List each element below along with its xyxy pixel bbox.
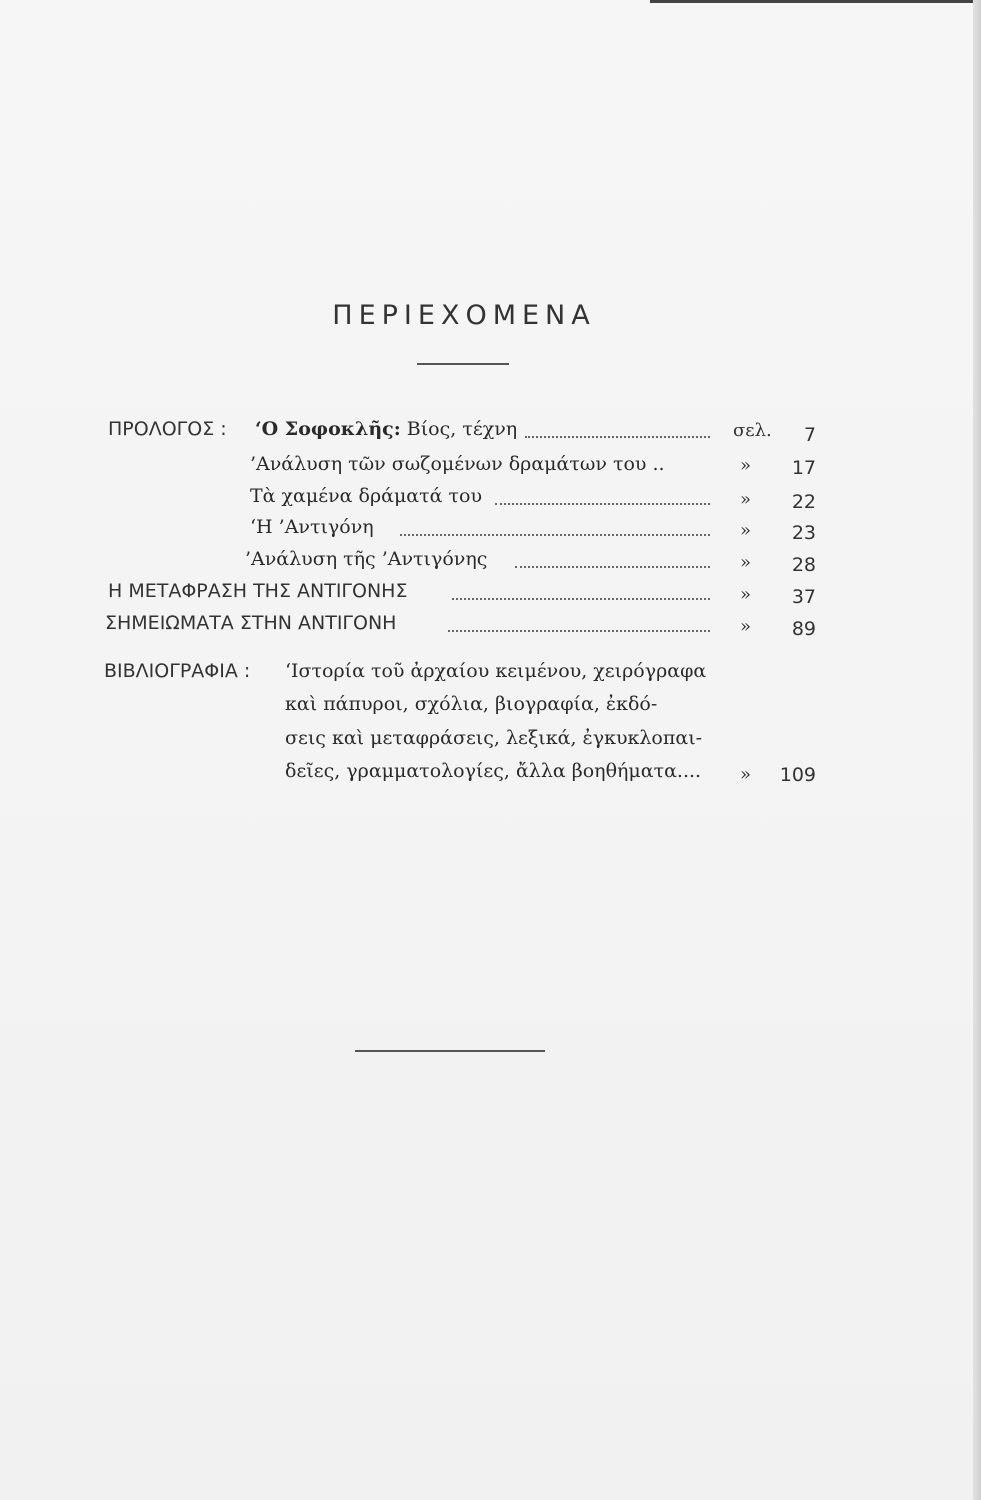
page-number: 7 — [803, 424, 816, 446]
dot-leader — [495, 501, 710, 505]
dot-leader — [452, 596, 710, 600]
page-marker: » — [740, 520, 752, 541]
page-number: 89 — [791, 618, 816, 640]
toc-row-prologue-5 — [0, 548, 981, 582]
toc-entry-title: ’Ανάλυση τῶν σωζομένων δραμάτων του .. — [250, 453, 665, 475]
toc-row-prologue-1 — [0, 418, 981, 452]
toc-entry-rest: Βίος, τέχνη — [406, 418, 518, 440]
toc-entry-title: ‘Η ’Αντιγόνη — [250, 516, 374, 538]
page-right-edge — [973, 0, 981, 1500]
toc-row-prologue-3 — [0, 485, 981, 519]
page-title: ΠΕΡΙΕΧΟΜΕΝΑ — [332, 300, 596, 331]
toc-entry-bold: ‘Ο Σοφοκλῆς: — [255, 418, 401, 440]
page-top-edge — [650, 0, 981, 3]
bibliography-line-3: σεις καὶ μεταφράσεις, λεξικά, ἐγκυκλοπαι- — [285, 727, 703, 749]
bibliography-line-2: καὶ πάπυροι, σχόλια, βιογραφία, ἐκδό- — [285, 693, 658, 715]
page-marker: » — [740, 584, 752, 605]
page-marker: » — [740, 455, 752, 476]
toc-section-title: ΣΗΜΕΙΩΜΑΤΑ ΣΤΗΝ ΑΝΤΙΓΟΝΗ — [105, 612, 397, 634]
page-marker: » — [740, 764, 752, 785]
page-marker: » — [740, 616, 752, 637]
dot-leader — [400, 532, 710, 536]
toc-entry-title: Τὰ χαμένα δράματά του — [250, 485, 482, 507]
page-number: 22 — [791, 491, 816, 513]
prologue-label: ΠΡΟΛΟΓΟΣ : — [108, 418, 227, 440]
page-number: 17 — [791, 457, 816, 479]
bibliography-line-4: δεῖες, γραμματολογίες, ἄλλα βοηθήματα.... — [285, 760, 702, 782]
toc-entry-title — [255, 418, 517, 440]
page-marker: σελ. — [733, 420, 772, 441]
bibliography-label: ΒΙΒΛΙΟΓΡΑΦΙΑ : — [104, 660, 251, 682]
toc-row-prologue-4 — [0, 516, 981, 550]
toc-row-notes — [0, 612, 981, 646]
page-number: 23 — [791, 522, 816, 544]
dot-leader — [515, 564, 710, 568]
page-number: 28 — [791, 554, 816, 576]
bibliography-line-1: ‘Ιστορία τοῦ ἀρχαίου κειμένου, χειρόγραφα — [285, 660, 707, 682]
dot-leader — [448, 628, 710, 632]
toc-section-title: Η ΜΕΤΑΦΡΑΣΗ ΤΗΣ ΑΝΤΙΓΟΝΗΣ — [108, 580, 408, 602]
title-divider — [417, 363, 509, 365]
page-marker: » — [740, 552, 752, 573]
page-number: 37 — [791, 586, 816, 608]
page-marker: » — [740, 489, 752, 510]
bottom-divider — [355, 1050, 545, 1052]
toc-entry-title: ’Ανάλυση τῆς ’Αντιγόνης — [245, 548, 488, 570]
toc-row-prologue-2 — [0, 453, 981, 487]
page-number: 109 — [779, 764, 816, 786]
toc-row-translation — [0, 580, 981, 614]
dot-leader — [525, 434, 710, 438]
